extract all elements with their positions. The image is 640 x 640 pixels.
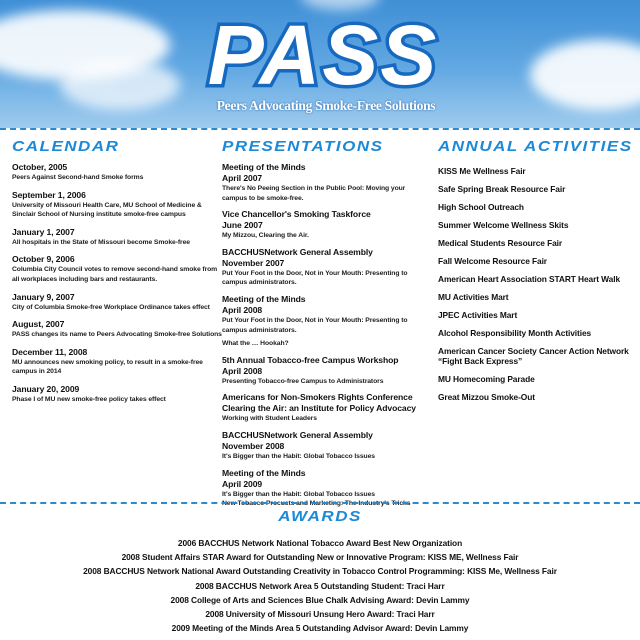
presentation-event: Americans for Non-Smokers Rights Conference (222, 392, 413, 403)
presentation-desc: Put Your Foot in the Door, Not in Your Mouth: Presenting to campus administrators. (222, 316, 408, 334)
calendar-desc: All hospitals in the State of Missouri become Smoke-free (12, 238, 190, 246)
presentation-desc: Working with Student Leaders (222, 415, 317, 423)
presentation-desc: Presenting Tobacco-free Campus to Administrators (222, 377, 384, 385)
presentation-desc: It's Bigger than the Habit: Global Tobacco Issues (222, 452, 375, 460)
presentation-event: 5th Annual Tobacco-free Campus Workshop (222, 354, 399, 365)
calendar-item (12, 384, 222, 405)
presentation-desc: New Tobacco Procucts and Marketing: The Industry's Tricks (222, 500, 411, 508)
awards-heading: AWARDS (278, 508, 362, 525)
presentation-event: BACCHUSNetwork General Assembly (222, 429, 373, 440)
presentation-date: April 2009 (222, 478, 263, 489)
presentation-desc: There's No Peeing Section in the Public Pool: Moving your campus to be smoke-free. (222, 185, 406, 202)
award-item: 2008 BACCHUS Network Area 5 Outstanding Student: Traci Harr (195, 580, 445, 591)
calendar-date: January 9, 2007 (12, 291, 75, 302)
activity-item: JPEC Activities Mart (438, 310, 518, 320)
calendar-desc: MU announces new smoking policy, to result in a smoke-free campus in 2014 (12, 358, 203, 376)
calendar-section (12, 138, 222, 412)
presentation-item (222, 162, 432, 203)
divider (0, 128, 640, 130)
presentation-event: Meeting of the Minds (222, 467, 306, 478)
calendar-desc: Peers Against Second-hand Smoke forms (12, 174, 144, 181)
presentation-item (222, 294, 432, 349)
calendar-date: January 1, 2007 (12, 226, 75, 237)
calendar-item (12, 254, 222, 284)
activity-item: High School Outreach (438, 202, 524, 212)
presentation-desc: Put Your Foot in the Door, Not in Your Mouth: Presenting to campus administrators. (222, 269, 408, 287)
calendar-item (12, 347, 222, 377)
logo-text: PASS (207, 8, 439, 102)
presentation-event: Meeting of the Minds (222, 293, 306, 304)
presentations-section (222, 138, 432, 515)
presentation-date: November 2008 (222, 440, 285, 451)
presentation-item (222, 209, 432, 241)
presentation-date: April 2007 (222, 173, 263, 183)
award-item: 2008 University of Missouri Unsung Hero Award: Traci Harr (205, 609, 435, 620)
presentation-desc: My Mizzou, Clearing the Air. (222, 232, 309, 240)
activity-item: KISS Me Wellness Fair (438, 166, 526, 176)
activity-item: Alcohol Responsibility Month Activities (438, 328, 592, 338)
activity-item: Safe Spring Break Resource Fair (438, 184, 566, 194)
calendar-item (12, 319, 222, 340)
presentation-event: BACCHUSNetwork General Assembly (222, 246, 373, 257)
calendar-desc: City of Columbia Smoke-free Workplace Ordinance takes effect (12, 303, 210, 311)
calendar-date: August, 2007 (12, 319, 65, 330)
calendar-desc: PASS changes its name to Peers Advocating Smoke-free Solutions (12, 331, 222, 339)
awards-section (0, 508, 640, 635)
activity-item: Medical Students Resource Fair (438, 238, 563, 248)
calendar-desc: University of Missouri Health Care, MU School of Medicine & Sinclair School of Nursing institute smoke-free campus (12, 201, 202, 219)
calendar-item (12, 190, 222, 220)
calendar-item (12, 162, 222, 183)
award-item: 2008 Student Affairs STAR Award for Outstanding New or Innovative Program: KISS ME, Wellness Fair (121, 552, 519, 563)
presentation-date: Clearing the Air: an Institute for Policy Advocacy (222, 403, 416, 414)
award-item: 2009 Meeting of the Minds Area 5 Outstanding Advisor Award: Devin Lammy (171, 623, 469, 634)
presentation-date: November 2007 (222, 257, 285, 268)
presentation-item (222, 247, 432, 288)
calendar-item (12, 227, 222, 248)
award-item: 2008 BACCHUS Network National Award Outstanding Creativity in Tobacco Control Programming: KISS Me, Wellness Fair (83, 566, 557, 577)
award-item: 2006 BACCHUS Network National Tobacco Award Best New Organization (177, 538, 463, 548)
presentation-event: Vice Chancellor's Smoking Taskforce (222, 209, 371, 220)
presentation-date: April 2008 (222, 304, 263, 315)
activity-item: American Cancer Society Cancer Action Network “Fight Back Express” (438, 346, 629, 366)
presentations-heading: PRESENTATIONS (222, 138, 384, 155)
activity-item: American Heart Association START Heart Walk (438, 274, 621, 284)
presentation-item (222, 430, 432, 462)
subtitle: Peers Advocating Smoke-Free Solutions (216, 98, 436, 113)
activity-item: MU Homecoming Parade (438, 374, 535, 384)
calendar-desc: Phase I of MU new smoke-free policy takes effect (12, 395, 166, 403)
pass-logo (188, 6, 458, 102)
header-banner (0, 0, 640, 128)
calendar-heading: CALENDAR (12, 138, 120, 155)
presentation-desc: What the … Hookah? (222, 340, 289, 348)
calendar-item (12, 292, 222, 313)
activity-item: Great Mizzou Smoke-Out (438, 392, 535, 402)
activity-item: MU Activities Mart (438, 292, 509, 302)
presentation-event: Meeting of the Minds (222, 162, 306, 172)
calendar-date: October 9, 2006 (12, 254, 75, 265)
presentation-item (222, 392, 432, 424)
calendar-desc: Columbia City Council votes to remove second-hand smoke from all workplaces including bars and restaurants. (12, 266, 218, 283)
presentation-date: June 2007 (222, 220, 263, 231)
award-item: 2008 College of Arts and Sciences Blue Chalk Advising Award: Devin Lammy (170, 594, 470, 605)
calendar-date: October, 2005 (12, 162, 68, 172)
activities-section (438, 138, 640, 410)
presentation-desc: It's Bigger than the Habit: Global Tobacco Issues (222, 490, 375, 498)
calendar-date: January 20, 2009 (12, 383, 80, 394)
activities-heading: ANNUAL ACTIVITIES (438, 138, 633, 155)
calendar-date: September 1, 2006 (12, 189, 86, 200)
presentation-item (222, 355, 432, 387)
activity-item: Summer Welcome Wellness Skits (438, 220, 569, 230)
activity-item: Fall Welcome Resource Fair (438, 256, 547, 266)
divider (0, 502, 640, 504)
calendar-date: December 11, 2008 (12, 346, 88, 357)
presentation-date: April 2008 (222, 365, 263, 376)
